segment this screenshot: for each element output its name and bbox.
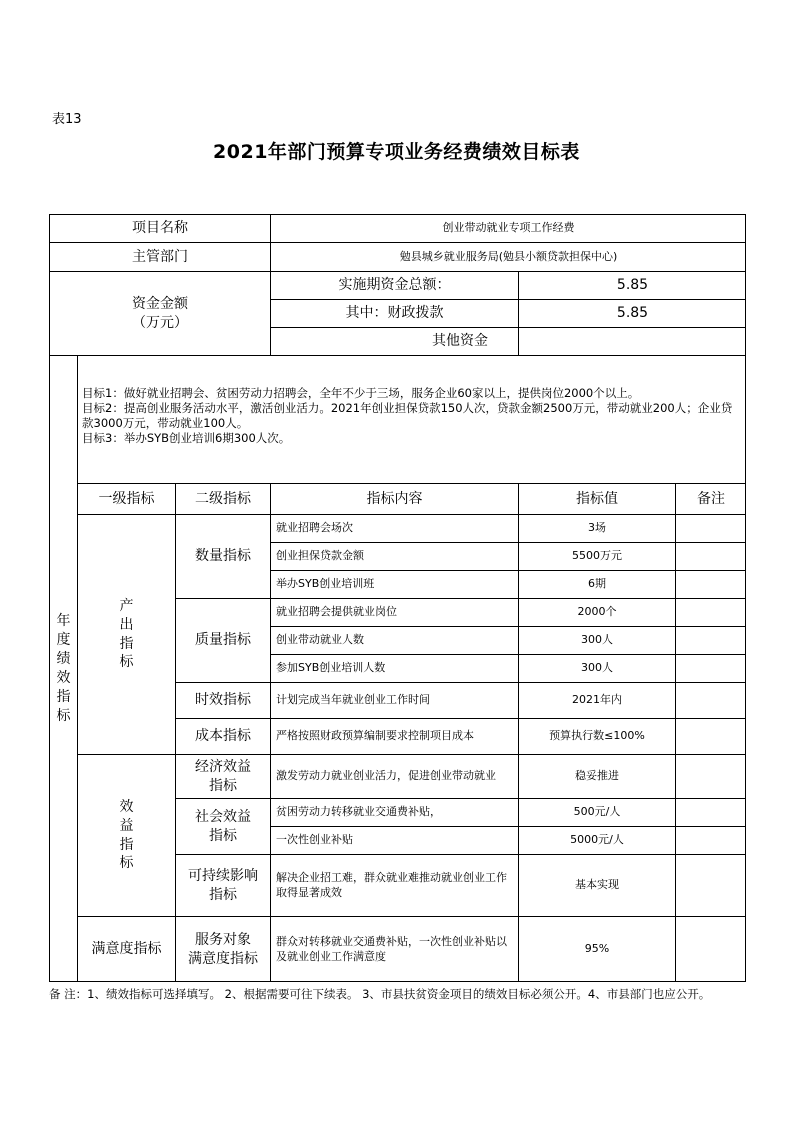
header-content: 指标内容 bbox=[270, 483, 518, 514]
benefit-indicator-label bbox=[77, 754, 175, 916]
funds-other-value bbox=[518, 327, 746, 355]
header-value: 指标值 bbox=[518, 483, 675, 514]
row-content: 计划完成当年就业创业工作时间 bbox=[270, 682, 518, 718]
annual-performance-label bbox=[49, 355, 77, 982]
row-content: 激发劳动力就业创业活力，促进创业带动就业 bbox=[270, 754, 518, 798]
project-name-value: 创业带动就业专项工作经费 bbox=[270, 214, 746, 242]
row-remark bbox=[675, 626, 746, 654]
goal-3: 目标3：举办SYB创业培训6期300人次。 bbox=[82, 430, 291, 445]
row-remark bbox=[675, 654, 746, 682]
social-benefit-label-line1: 社会效益 bbox=[195, 808, 251, 825]
header-level1: 一级指标 bbox=[77, 483, 175, 514]
header-level2: 二级指标 bbox=[175, 483, 270, 514]
row-value: 5000元/人 bbox=[518, 826, 675, 854]
goals-block bbox=[77, 355, 746, 483]
funds-fiscal-label: 其中：财政拨款 bbox=[270, 299, 518, 327]
row-value: 2021年内 bbox=[518, 682, 675, 718]
row-value: 3场 bbox=[518, 514, 675, 542]
department-value: 勉县城乡就业服务局(勉县小额贷款担保中心) bbox=[270, 242, 746, 271]
row-remark bbox=[675, 514, 746, 542]
economic-benefit-label-line2: 指标 bbox=[209, 777, 237, 794]
sustainable-impact-label-line1: 可持续影响 bbox=[188, 867, 258, 884]
funds-fiscal-value: 5.85 bbox=[518, 299, 746, 327]
row-remark bbox=[675, 854, 746, 916]
row-content: 创业担保贷款金额 bbox=[270, 542, 518, 570]
footnote: 备 注：1、绩效指标可选择填写。 2、根据需要可往下续表。 3、市县扶贫资金项目的绩效目标必须公开。4、市县部门也应公开。 bbox=[49, 987, 711, 1001]
sustainable-impact-label bbox=[175, 854, 270, 916]
output-indicator-label bbox=[77, 514, 175, 754]
row-remark bbox=[675, 754, 746, 798]
row-value: 95% bbox=[518, 916, 675, 982]
social-benefit-label-line2: 指标 bbox=[209, 827, 237, 844]
row-value: 5500万元 bbox=[518, 542, 675, 570]
economic-benefit-label bbox=[175, 754, 270, 798]
funds-label-line2: （万元） bbox=[132, 314, 188, 331]
row-content: 举办SYB创业培训班 bbox=[270, 570, 518, 598]
row-value: 基本实现 bbox=[518, 854, 675, 916]
annual-performance-label-text: 年度绩效指标 bbox=[56, 613, 71, 724]
row-remark bbox=[675, 542, 746, 570]
funds-other-label: 其他资金 bbox=[270, 327, 518, 355]
service-satisfaction-label bbox=[175, 916, 270, 982]
row-value: 6期 bbox=[518, 570, 675, 598]
row-content: 创业带动就业人数 bbox=[270, 626, 518, 654]
service-satisfaction-label-line2: 满意度指标 bbox=[188, 950, 258, 967]
row-content: 参加SYB创业培训人数 bbox=[270, 654, 518, 682]
row-value: 2000个 bbox=[518, 598, 675, 626]
row-content: 就业招聘会提供就业岗位 bbox=[270, 598, 518, 626]
row-remark bbox=[675, 598, 746, 626]
quantity-indicator-label: 数量指标 bbox=[175, 514, 270, 598]
goal-1: 目标1：做好就业招聘会、贫困劳动力招聘会，全年不少于三场，服务企业60家以上，提供岗位2000个以上。 bbox=[82, 386, 640, 400]
project-name-label: 项目名称 bbox=[49, 214, 270, 242]
row-remark bbox=[675, 718, 746, 754]
row-value: 预算执行数≤100% bbox=[518, 718, 675, 754]
row-content: 解决企业招工难，群众就业难推动就业创业工作取得显著成效 bbox=[270, 854, 518, 916]
row-remark bbox=[675, 798, 746, 826]
row-remark bbox=[675, 916, 746, 982]
funds-total-label: 实施期资金总额： bbox=[270, 271, 518, 299]
service-satisfaction-label-line1: 服务对象 bbox=[195, 931, 251, 948]
row-value: 300人 bbox=[518, 654, 675, 682]
row-value: 500元/人 bbox=[518, 798, 675, 826]
cost-indicator-label: 成本指标 bbox=[175, 718, 270, 754]
row-content: 一次性创业补贴 bbox=[270, 826, 518, 854]
goal-2: 目标2：提高创业服务活动水平，激活创业活力。2021年创业担保贷款150人次，贷款金额2500万元，带动就业200人；企业贷款3000万元，带动就业100人。 bbox=[82, 400, 733, 430]
row-content: 严格按照财政预算编制要求控制项目成本 bbox=[270, 718, 518, 754]
row-remark bbox=[675, 826, 746, 854]
social-benefit-label bbox=[175, 798, 270, 854]
timeliness-indicator-label: 时效指标 bbox=[175, 682, 270, 718]
row-remark bbox=[675, 682, 746, 718]
sustainable-impact-label-line2: 指标 bbox=[209, 886, 237, 903]
row-remark bbox=[675, 570, 746, 598]
funds-label-line1: 资金金额 bbox=[132, 295, 188, 312]
performance-table bbox=[49, 214, 746, 982]
page-title: 2021年部门预算专项业务经费绩效目标表 bbox=[213, 141, 580, 163]
header-remark: 备注 bbox=[675, 483, 746, 514]
quality-indicator-label: 质量指标 bbox=[175, 598, 270, 682]
row-value: 稳妥推进 bbox=[518, 754, 675, 798]
row-value: 300人 bbox=[518, 626, 675, 654]
department-label: 主管部门 bbox=[49, 242, 270, 271]
row-content: 贫困劳动力转移就业交通费补贴， bbox=[270, 798, 518, 826]
row-content: 就业招聘会场次 bbox=[270, 514, 518, 542]
funds-total-value: 5.85 bbox=[518, 271, 746, 299]
satisfaction-indicator-label: 满意度指标 bbox=[77, 916, 175, 982]
funds-label bbox=[49, 271, 270, 355]
row-content: 群众对转移就业交通费补贴，一次性创业补贴以及就业创业工作满意度 bbox=[270, 916, 518, 982]
output-indicator-label-text: 产出指标 bbox=[119, 597, 134, 671]
table-number: 表13 bbox=[52, 112, 82, 127]
economic-benefit-label-line1: 经济效益 bbox=[195, 758, 251, 775]
benefit-indicator-label-text: 效益指标 bbox=[119, 798, 134, 872]
